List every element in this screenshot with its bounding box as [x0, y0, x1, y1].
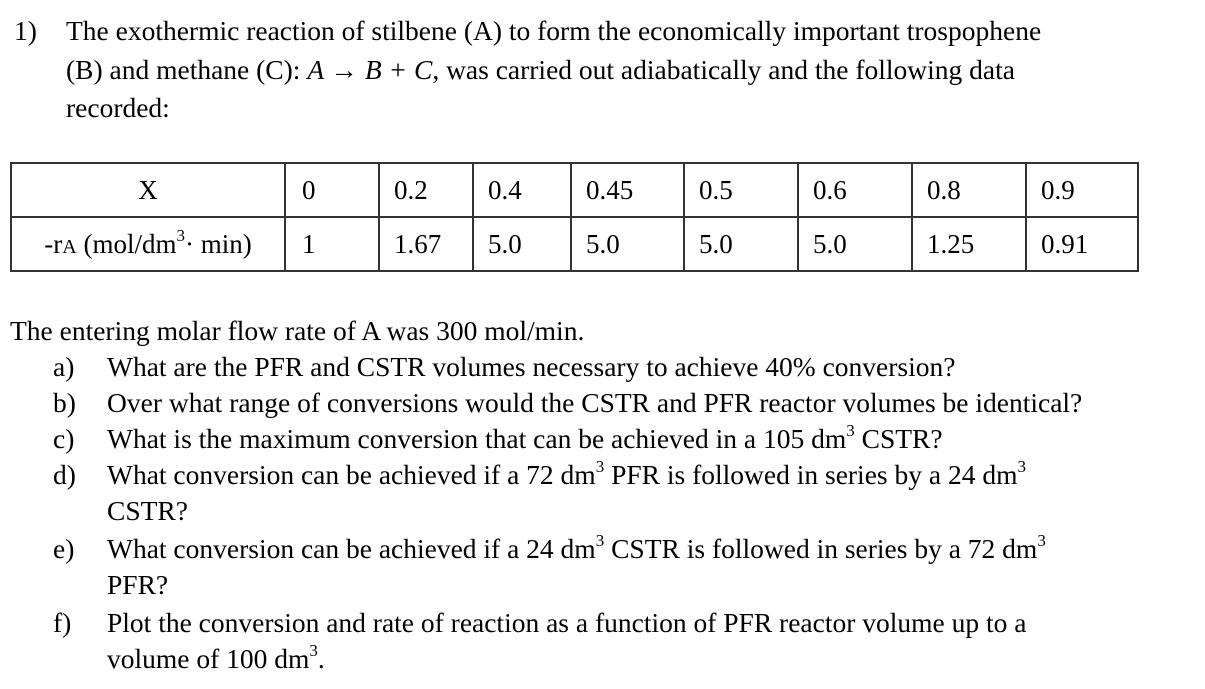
- question-text-part: volume of 100 dm: [107, 643, 310, 674]
- question-text: Plot the conversion and rate of reaction as a function of PFR reactor volume up to a: [107, 607, 1027, 638]
- question-text: What are the PFR and CSTR volumes necessary to achieve 40% conversion?: [107, 351, 956, 382]
- question-text: [107, 421, 1202, 457]
- table-cell-x: 0.9: [1026, 163, 1138, 217]
- question-text-continued: [107, 641, 1202, 677]
- question-text: [107, 457, 1202, 493]
- question-c: [10, 421, 1202, 457]
- question-text: Over what range of conversions would the CSTR and PFR reactor volumes be identical?: [107, 387, 1083, 418]
- question-label: a): [53, 351, 75, 382]
- question-text-part: PFR is followed in series by a 24 dm: [604, 459, 1018, 490]
- table-row-conversion: [11, 163, 1138, 217]
- table-cell-rate: 5.0: [571, 217, 684, 271]
- superscript: 3: [595, 530, 605, 550]
- problem-body: [66, 12, 1194, 128]
- superscript: 3: [846, 420, 855, 440]
- question-text: [107, 531, 1202, 567]
- table-cell-rate: 1.25: [912, 217, 1026, 271]
- table-cell-rate: 1.67: [379, 217, 473, 271]
- question-e: [10, 531, 1202, 603]
- superscript: 3: [309, 640, 318, 660]
- problem-line-2-start: (B) and methane (C):: [66, 53, 308, 85]
- table-cell-rate: 5.0: [473, 217, 571, 271]
- rate-subscript: A: [62, 235, 77, 258]
- question-b: [10, 385, 1202, 421]
- superscript: 3: [1017, 456, 1026, 476]
- questions-intro: The entering molar flow rate of A was 300 mol/min.: [10, 315, 585, 346]
- superscript: 3: [595, 456, 605, 476]
- rate-units-end: · min): [184, 228, 252, 259]
- table-header-x: X: [11, 163, 285, 217]
- superscript: 3: [1037, 530, 1046, 550]
- questions-section: [10, 313, 1202, 677]
- question-a: [10, 349, 1202, 385]
- table-cell-x: 0.8: [912, 163, 1026, 217]
- table-cell-x: 0.2: [379, 163, 473, 217]
- question-text-part: What is the maximum conversion that can be achieved in a 105 dm: [107, 423, 847, 454]
- table-cell-x: 0.5: [684, 163, 798, 217]
- question-text-part: CSTR?: [854, 423, 943, 454]
- rate-prefix: -r: [44, 228, 63, 259]
- rate-units-sup: 3: [176, 225, 185, 245]
- problem-line-2-end: , was carried out adiabatically and the following data: [432, 53, 1015, 85]
- rate-units: (mol/dm: [76, 228, 177, 259]
- table-cell-x: 0.6: [798, 163, 912, 217]
- question-text-part: .: [317, 643, 325, 674]
- question-text-continued: CSTR?: [107, 495, 188, 526]
- question-label: c): [53, 423, 75, 454]
- question-d: [10, 457, 1202, 529]
- table-cell-x: 0: [285, 163, 379, 217]
- reaction-equation: A → B + C: [307, 53, 433, 85]
- question-f: [10, 605, 1202, 677]
- conversion-rate-table: [10, 162, 1139, 272]
- question-label: d): [53, 459, 76, 490]
- table-cell-rate: 1: [285, 217, 379, 271]
- problem-line-2: [66, 51, 1194, 90]
- problem-number: 1): [14, 15, 37, 46]
- table-cell-rate: 0.91: [1026, 217, 1138, 271]
- problem-line-1: The exothermic reaction of stilbene (A) to form the economically important trospophene: [66, 15, 1042, 46]
- table-header-rate: [11, 217, 285, 271]
- problem-line-3: recorded:: [66, 92, 170, 123]
- table-cell-x: 0.45: [571, 163, 684, 217]
- table-cell-rate: 5.0: [798, 217, 912, 271]
- question-label: f): [53, 607, 72, 638]
- question-text-part: What conversion can be achieved if a 72 dm: [107, 459, 596, 490]
- question-text-part: What conversion can be achieved if a 24 dm: [107, 533, 596, 564]
- table-row-rate: [11, 217, 1138, 271]
- question-label: b): [53, 387, 76, 418]
- question-text-part: CSTR is followed in series by a 72 dm: [604, 533, 1038, 564]
- table-cell-x: 0.4: [473, 163, 571, 217]
- question-text-continued: PFR?: [107, 569, 169, 600]
- table-cell-rate: 5.0: [684, 217, 798, 271]
- question-label: e): [53, 533, 75, 564]
- problem-statement: [14, 12, 1194, 128]
